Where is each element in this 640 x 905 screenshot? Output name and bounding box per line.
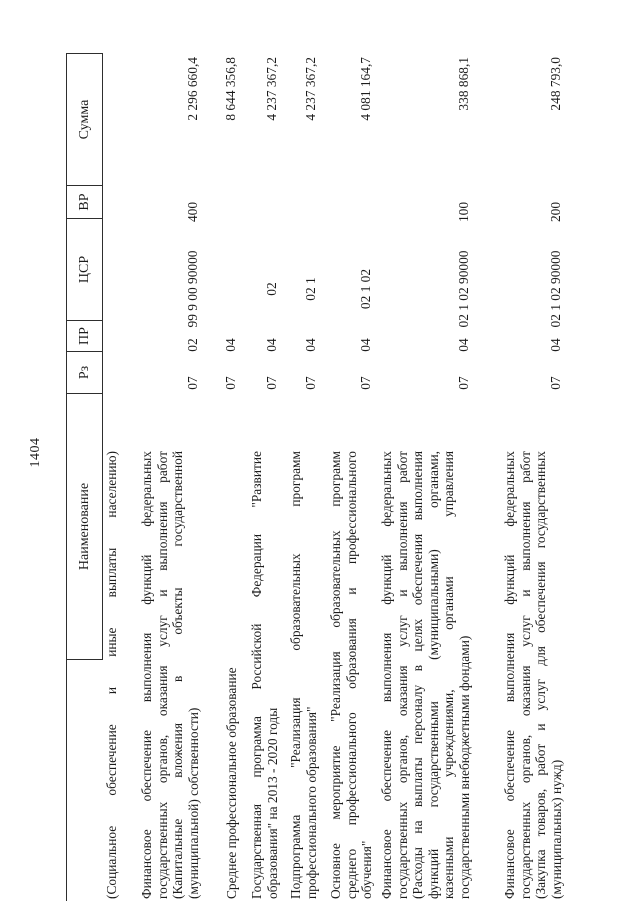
name-line: Финансовое обеспечение выполнения функций федеральных bbox=[139, 451, 154, 899]
pr-cell: 04 bbox=[358, 338, 373, 352]
pr-cell: 04 bbox=[455, 338, 471, 352]
name-line: Основное мероприятие "Реализация образовательных программ bbox=[328, 451, 343, 899]
sum-cell: 8 644 356,8 bbox=[223, 57, 238, 121]
name-line: образования" на 2013 - 2020 годы bbox=[264, 707, 280, 899]
header-cell-name: Наименование bbox=[76, 482, 92, 571]
rz-cell: 07 bbox=[184, 376, 200, 390]
header-cell-vr: ВР bbox=[67, 186, 102, 219]
name-line: государственных органов, оказания услуг и выполнения работ bbox=[154, 451, 170, 899]
sum-cell: 4 237 367,2 bbox=[302, 57, 318, 121]
rz-cell: 07 bbox=[547, 376, 563, 390]
name-cell bbox=[502, 451, 564, 899]
name-cell bbox=[249, 451, 280, 899]
name-line: (муниципальных) нужд) bbox=[548, 759, 564, 899]
name-line: (Капитальные вложения в объекты государственной bbox=[170, 451, 185, 899]
name-line: государственных органов, оказания услуг и выполнения работ bbox=[394, 451, 410, 899]
vr-cell: 100 bbox=[455, 201, 471, 223]
table-top-rule bbox=[66, 659, 67, 901]
csr-cell: 02 1 02 bbox=[358, 268, 373, 310]
vr-cell: 200 bbox=[547, 201, 563, 223]
name-line: (Расходы на выплаты персоналу в целях обеспечения выполнения bbox=[410, 451, 425, 899]
sum-cell: 338 868,1 bbox=[455, 57, 471, 111]
pr-cell: 04 bbox=[547, 338, 563, 352]
table-row bbox=[288, 53, 319, 901]
rz-cell: 07 bbox=[223, 376, 238, 390]
csr-cell: 02 bbox=[263, 282, 279, 296]
table-row bbox=[104, 53, 120, 901]
rz-cell: 07 bbox=[263, 376, 279, 390]
pr-cell: 04 bbox=[263, 338, 279, 352]
name-line: (Социальное обеспечение и иные выплаты населению) bbox=[104, 451, 119, 899]
name-cell bbox=[104, 451, 120, 899]
pr-cell: 04 bbox=[223, 338, 238, 352]
header-cell-sum: Сумма bbox=[67, 54, 102, 186]
vr-cell: 400 bbox=[184, 201, 200, 223]
name-line: профессионального образования" bbox=[303, 706, 319, 899]
name-line: функций государственными (муниципальными) органами, bbox=[425, 451, 441, 899]
name-line: государственных органов, оказания услуг и выполнения работ bbox=[517, 451, 533, 899]
rz-cell: 07 bbox=[358, 376, 373, 390]
name-cell bbox=[379, 451, 472, 899]
table-row bbox=[249, 53, 280, 901]
name-line: Государственная программа Российской Федерации "Развитие bbox=[249, 451, 264, 899]
name-cell bbox=[224, 451, 240, 899]
table-row bbox=[224, 53, 240, 901]
name-line: Подпрограмма "Реализация образовательных программ bbox=[288, 451, 303, 899]
pr-cell: 04 bbox=[302, 338, 318, 352]
name-line: среднего профессионального образования и профессионального bbox=[343, 451, 359, 899]
csr-cell: 02 1 02 90000 bbox=[455, 250, 471, 328]
csr-cell: 99 9 00 90000 bbox=[184, 250, 200, 328]
table-row bbox=[379, 53, 472, 901]
name-cell bbox=[139, 451, 201, 899]
pr-cell: 02 bbox=[184, 338, 200, 352]
header-cell-rz: Рз bbox=[67, 352, 102, 394]
rz-cell: 07 bbox=[302, 376, 318, 390]
sum-cell: 2 296 660,4 bbox=[184, 57, 200, 121]
name-line: обучения" bbox=[359, 840, 374, 899]
table-row bbox=[139, 53, 201, 901]
name-line: государственными внебюджетными фондами) bbox=[456, 635, 472, 899]
rz-cell: 07 bbox=[455, 376, 471, 390]
table-row bbox=[328, 53, 375, 901]
name-cell bbox=[288, 451, 319, 899]
table-header-row bbox=[66, 53, 103, 660]
sum-cell: 4 237 367,2 bbox=[263, 57, 279, 121]
name-line: Финансовое обеспечение выполнения функций федеральных bbox=[379, 451, 394, 899]
csr-cell: 02 1 bbox=[302, 277, 318, 301]
table-row bbox=[502, 53, 564, 901]
name-line: (муниципальной) собственности) bbox=[185, 707, 201, 899]
page-number: 1404 bbox=[28, 437, 43, 468]
sum-cell: 4 081 164,7 bbox=[358, 57, 373, 121]
header-cell-csr: ЦСР bbox=[67, 219, 102, 321]
header-cell-pr: ПР bbox=[67, 321, 102, 352]
name-line: (Закупка товаров, работ и услуг для обеспечения государственных bbox=[533, 451, 548, 899]
sum-cell: 248 793,0 bbox=[547, 57, 563, 111]
csr-cell: 02 1 02 90000 bbox=[547, 250, 563, 328]
name-line: Финансовое обеспечение выполнения функций федеральных bbox=[502, 451, 517, 899]
name-line: Среднее профессиональное образование bbox=[224, 667, 239, 899]
name-cell bbox=[328, 451, 375, 899]
name-line: казенными учреждениями, органами управления bbox=[441, 451, 456, 899]
